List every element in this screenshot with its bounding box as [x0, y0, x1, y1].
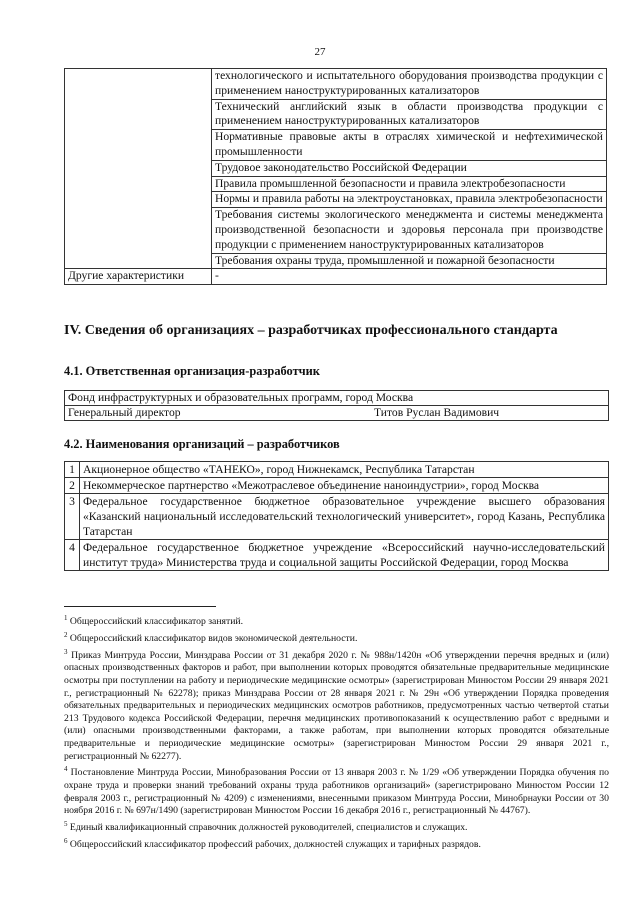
footnote: [64, 818, 609, 835]
footnote-text: Общероссийский классификатор профессий рабочих, должностей служащих и тарифных разрядов.: [69, 838, 481, 850]
knowledge-item: Трудовое законодательство Российской Федерации: [212, 160, 607, 176]
row-number: 3: [65, 494, 80, 540]
knowledge-item: Требования охраны труда, промышленной и пожарной безопасности: [212, 253, 607, 269]
table-row: [65, 478, 609, 494]
developers-table: [64, 461, 609, 571]
footnote: [64, 646, 609, 764]
page-number: 27: [314, 46, 326, 58]
footnote-text: Постановление Минтруда России, Минобразования России от 13 января 2003 г. № 1/29 «Об утверждении Порядка обучения по охране труда и проверки знаний требований охраны труда работников организаций» (зарегистрировано Минюстом России 12 февраля 2003 г., регистрационный № 4209) с изменениями, внесенными приказом Минтруда России, Минобрнауки России от 30 ноября 2016 г. № 697н/1490 (зарегистрирован Минюстом России 16 декабря 2016 г., регистрационный № 44767).: [64, 767, 610, 817]
empty-label-cell: [65, 69, 212, 269]
knowledge-item: Технический английский язык в области производства продукции с применением наноструктурированных катализаторов: [212, 99, 607, 130]
table-row: [65, 462, 609, 478]
table-row: [65, 269, 607, 285]
other-characteristics-value: -: [212, 269, 607, 285]
knowledge-item: Нормы и правила работы на электроустановках, правила электробезопасности: [212, 192, 607, 208]
responsible-heading: 4.1. Ответственная организация-разработчик: [64, 364, 320, 378]
table-row: [65, 391, 609, 406]
footnote-text: Единый квалификационный справочник должностей руководителей, специалистов и служащих.: [69, 822, 468, 834]
footnote: [64, 629, 609, 646]
developers-heading: 4.2. Наименования организаций – разработчиков: [64, 437, 340, 451]
knowledge-item: технологического и испытательного оборудования производства продукции с применением наноструктурированных катализаторов: [212, 69, 607, 100]
footnotes: [64, 612, 609, 852]
footnote-divider: [64, 606, 216, 607]
footnote-mark: 4: [64, 765, 68, 774]
director-name: Титов Руслан Вадимович: [371, 406, 609, 421]
knowledge-item: Требования системы экологического менеджмента и системы менеджмента производственной безопасности и здоровья персонала при производстве продукции с применением наноструктурированных катализаторов: [212, 208, 607, 253]
footnote-mark: 6: [64, 836, 68, 845]
knowledge-item: Нормативные правовые акты в отраслях химической и нефтехимической промышленности: [212, 130, 607, 161]
footnote: [64, 835, 609, 852]
knowledge-table: [64, 68, 607, 285]
table-row: [65, 540, 609, 571]
row-number: 4: [65, 540, 80, 571]
footnote-mark: 2: [64, 630, 68, 639]
responsible-table: [64, 390, 609, 421]
table-row: [65, 69, 607, 100]
developer-organization: Некоммерческое партнерство «Межотраслевое объединение наноиндустрии», город Москва: [80, 478, 609, 494]
table-row: [65, 406, 609, 421]
table-row: [65, 494, 609, 540]
developer-organization: Федеральное государственное бюджетное учреждение «Всероссийский научно-исследовательский институт труда» Министерства труда и социальной защиты Российской Федерации, город Москва: [80, 540, 609, 571]
footnote-text: Общероссийский классификатор занятий.: [69, 616, 244, 628]
footnote: [64, 763, 609, 818]
row-number: 2: [65, 478, 80, 494]
footnote-text: Приказ Минтруда России, Минздрава России от 31 декабря 2020 г. № 988н/1420н «Об утверждении перечня вредных и (или) опасных производственных факторов и работ, при выполнении которых проводятся обязательные предварительные медицинские осмотры при поступлении на работу и периодические медицинские осмотры» (зарегистрирован Минюстом России 29 января 2021 г., регистрационный № 62278); приказ Минздрава России от 28 января 2021 г. № 29н «Об утверждении Порядка проведения обязательных предварительных и периодических медицинских осмотров работников, предусмотренных частью четвертой статьи 213 Трудового кодекса Российской Федерации, перечня медицинских противопоказаний к осуществлению работ с вредными и (или) опасными производственными факторами, а также работам, при выполнении которых проводятся обязательные предварительные и периодические медицинские осмотры» (зарегистрирован Минюстом России 29 января 2021 г., регистрационный № 62277).: [64, 649, 609, 762]
responsible-organization: Фонд инфраструктурных и образовательных программ, город Москва: [65, 391, 609, 406]
footnote-mark: 3: [64, 647, 68, 656]
footnote-mark: 1: [64, 614, 68, 622]
footnote-mark: 5: [64, 819, 68, 828]
footnote-text: Общероссийский классификатор видов экономической деятельности.: [69, 633, 358, 645]
section-title: IV. Сведения об организациях – разработчиках профессионального стандарта: [64, 323, 558, 338]
developer-organization: Федеральное государственное бюджетное образовательное учреждение высшего образования «Казанский национальный исследовательский технологический университет», город Казань, Республика Татарстан: [80, 494, 609, 540]
developer-organization: Акционерное общество «ТАНЕКО», город Нижнекамск, Республика Татарстан: [80, 462, 609, 478]
footnote: [64, 612, 609, 629]
other-characteristics-label: Другие характеристики: [65, 269, 212, 285]
row-number: 1: [65, 462, 80, 478]
director-position: Генеральный директор: [65, 406, 372, 421]
knowledge-item: Правила промышленной безопасности и правила электробезопасности: [212, 176, 607, 192]
